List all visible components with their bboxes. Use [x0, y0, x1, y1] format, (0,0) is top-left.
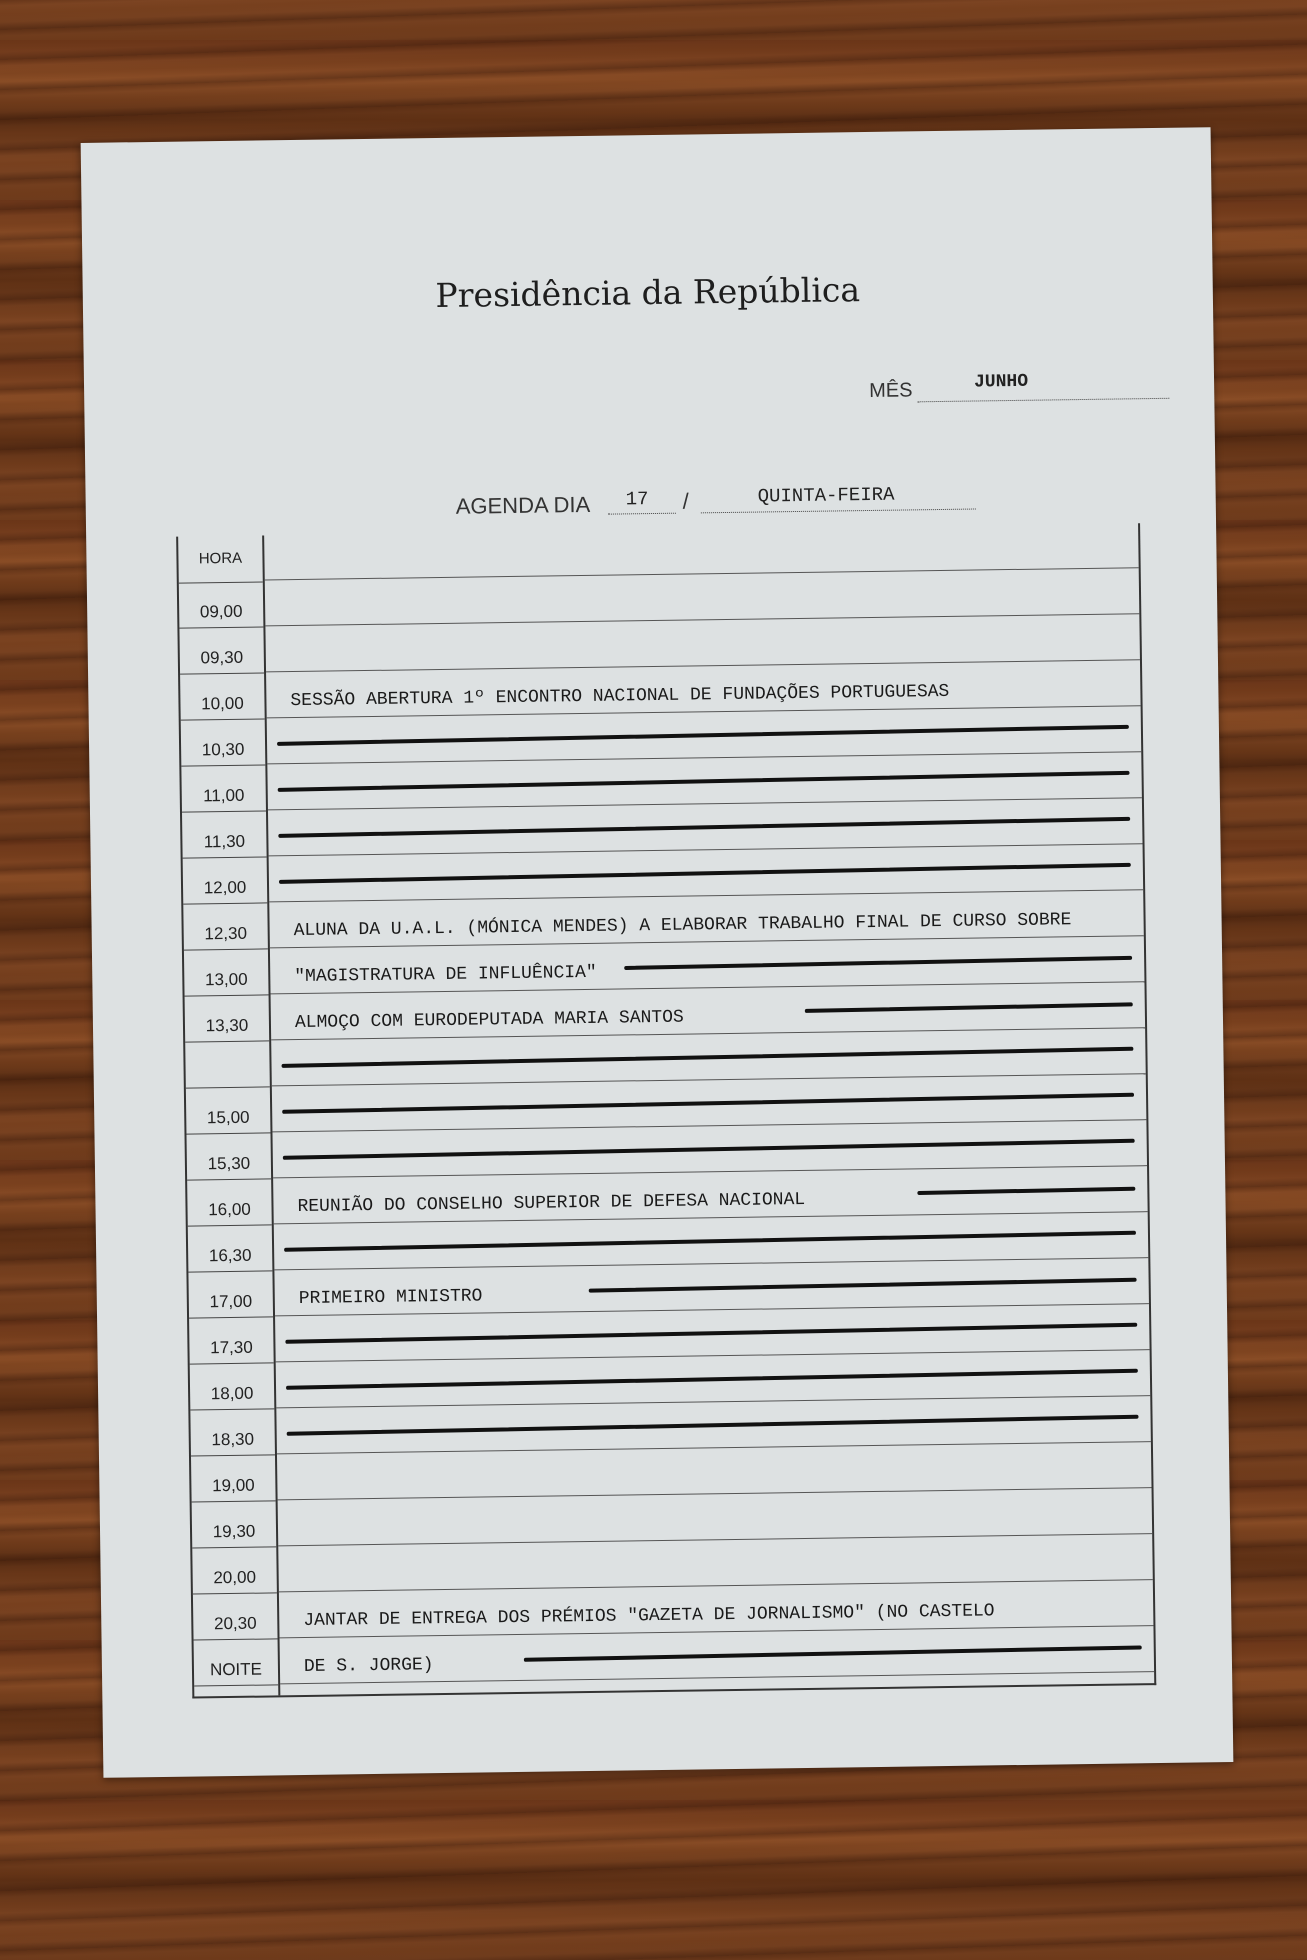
agenda-entry: SESSÃO ABERTURA 1º ENCONTRO NACIONAL DE FUNDAÇÕES PORTUGUESAS — [290, 681, 950, 712]
hour-cell: 18,00 — [190, 1363, 275, 1410]
row-divider — [267, 751, 1141, 764]
ink-stroke — [805, 1002, 1133, 1013]
ink-stroke — [624, 956, 1132, 970]
day-value: 17 — [625, 488, 649, 511]
agenda-day-label: AGENDA DIA — [455, 491, 591, 519]
agenda-entry: PRIMEIRO MINISTRO — [298, 1286, 483, 1310]
hour-cell: 13,00 — [184, 949, 269, 996]
ink-stroke — [286, 1369, 1138, 1390]
hour-cell: 20,00 — [192, 1547, 277, 1594]
hour-cell: 18,30 — [190, 1409, 275, 1456]
row-divider — [272, 1119, 1146, 1132]
hour-cell: 09,30 — [179, 627, 264, 674]
hour-cell: 17,00 — [188, 1271, 273, 1318]
row-divider — [278, 1533, 1152, 1546]
hour-cell — [185, 1041, 270, 1088]
page-title: Presidência da República — [435, 270, 861, 316]
row-divider — [269, 843, 1143, 856]
ink-stroke — [282, 1093, 1134, 1114]
hour-header: HORA — [178, 535, 263, 583]
hour-cell: 10,30 — [181, 719, 266, 766]
ink-stroke — [282, 1047, 1134, 1068]
row-divider — [274, 1257, 1148, 1270]
row-divider — [266, 659, 1140, 672]
ink-stroke — [277, 725, 1129, 746]
hour-cell: 12,00 — [183, 857, 268, 904]
row-divider — [272, 1073, 1146, 1086]
hour-cell: 19,00 — [191, 1455, 276, 1502]
day-dotted-line — [608, 513, 676, 515]
row-divider — [273, 1165, 1147, 1178]
ink-stroke — [917, 1187, 1135, 1195]
row-divider — [269, 889, 1143, 902]
agenda-entry: DE S. JORGE) — [303, 1655, 434, 1677]
agenda-entry: ALMOÇO COM EURODEPUTADA MARIA SANTOS — [294, 1007, 684, 1034]
agenda-entry: ALUNA DA U.A.L. (MÓNICA MENDES) A ELABORAR TRABALHO FINAL DE CURSO SOBRE — [293, 910, 1072, 942]
hour-cell: 16,30 — [188, 1225, 273, 1272]
row-divider — [279, 1579, 1153, 1592]
hour-cell: 16,00 — [187, 1179, 272, 1226]
hour-cell: 13,30 — [185, 995, 270, 1042]
ink-stroke — [524, 1645, 1142, 1661]
row-divider — [276, 1395, 1150, 1408]
agenda-sheet — [81, 127, 1234, 1778]
month-value: JUNHO — [973, 371, 1029, 393]
month-dotted-line — [917, 398, 1169, 403]
hour-cell: 17,30 — [189, 1317, 274, 1364]
agenda-table — [176, 523, 1156, 1698]
hour-cell: 11,00 — [181, 765, 266, 812]
ink-stroke — [278, 817, 1130, 838]
ink-stroke — [285, 1323, 1137, 1344]
hour-cell: 09,00 — [179, 581, 264, 628]
ink-stroke — [287, 1415, 1139, 1436]
month-field — [869, 368, 1169, 406]
weekday-dotted-line — [701, 509, 976, 514]
row-divider — [276, 1349, 1150, 1362]
agenda-entry: REUNIÃO DO CONSELHO SUPERIOR DE DEFESA NACIONAL — [297, 1189, 806, 1218]
ink-stroke — [589, 1278, 1137, 1293]
hour-cell: 15,30 — [186, 1133, 271, 1180]
ink-stroke — [278, 771, 1130, 792]
date-separator: / — [682, 488, 689, 514]
agenda-day-field — [456, 483, 976, 524]
hour-cell: 12,30 — [183, 903, 268, 950]
ink-stroke — [284, 1231, 1136, 1252]
hour-cell: 20,30 — [193, 1593, 278, 1640]
row-divider — [268, 797, 1142, 810]
hour-cell: 11,30 — [182, 811, 267, 858]
weekday-value: QUINTA-FEIRA — [757, 483, 895, 508]
agenda-entry: JANTAR DE ENTREGA DOS PRÉMIOS "GAZETA DE JORNALISMO" (NO CASTELO — [303, 1601, 995, 1632]
row-divider — [278, 1487, 1152, 1500]
hour-cell: 19,30 — [192, 1501, 277, 1548]
header-divider — [265, 567, 1139, 580]
row-divider — [265, 613, 1139, 626]
ink-stroke — [283, 1139, 1135, 1160]
month-label: MÊS — [869, 379, 913, 402]
row-divider — [277, 1441, 1151, 1454]
ink-stroke — [279, 863, 1131, 884]
agenda-entry: "MAGISTRATURA DE INFLUÊNCIA" — [294, 962, 597, 988]
hour-cell: 10,00 — [180, 673, 265, 720]
hour-cell: NOITE — [194, 1639, 279, 1686]
hour-cell: 15,00 — [186, 1087, 271, 1134]
